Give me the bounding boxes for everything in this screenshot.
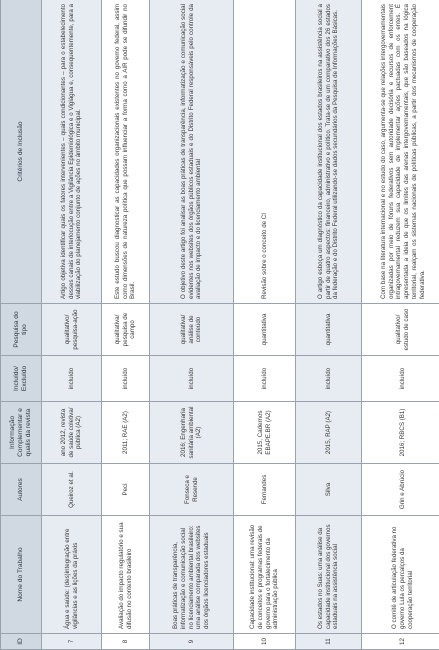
table-row — [42, 0, 102, 650]
cell-pesquisa: quantitativa — [234, 304, 296, 356]
cell-id: 8 — [102, 634, 150, 650]
cell-pesquisa: quantitativa — [296, 304, 362, 356]
header-id: ID — [1, 634, 42, 650]
header-autores: Autores — [1, 464, 42, 516]
cell-pesquisa: qualitativa/ análise de conteúdo — [150, 304, 234, 356]
cell-autores: Queiroz et al. — [42, 464, 102, 516]
cell-autores: Grin e Abrúcio — [362, 464, 439, 516]
cell-id: 7 — [42, 634, 102, 650]
table-row — [362, 0, 439, 650]
cell-pesquisa: qualitativa/ pesquisa de campo — [102, 304, 150, 356]
cell-criterios: O artigo esboça um diagnóstico da capacidade institucional dos estados brasileiros na assistência social a partir de quatro aspectos: financeiro, administrativo e político. Trata-se de um comparativo dos 26 estados da federação e do Distrito Federal utilizando-se dados secundários da Pesquisa de Informações Básicas. — [296, 0, 362, 304]
cell-autores: Fernandes — [234, 464, 296, 516]
cell-criterios: Com base na literatura internacional e no estudo do caso, argumenta-se que relações intergovernamentais organizadas por meio de fóruns federativos sem autoridade decisória e recursos de enforcement intragovernamental reduzem sua capacidade de implementar ações pactuadas com os entes. É apresentada a ideia de que os limites das arenas intergovernamentais, que são baseados na lógica territorial, realçam os sistemas nacionais de políticas públicas, a partir dos mecanismos de cooperação federativa. — [362, 0, 439, 304]
cell-criterios: Este estudo buscou diagnosticar as capacidades organizacionais existentes no governo federal, assim como dimensões de natureza política que possam influenciar a forma como a AIR pode se difundir no Brasil. — [102, 0, 150, 304]
cell-id: 11 — [296, 634, 362, 650]
header-nome: Nome do Trabalho — [1, 516, 42, 634]
cell-nome: Capacidade institucional: uma revisão de conceitos e programas federais de governo para o fortalecimento da administração pública — [234, 516, 296, 634]
cell-nome: Os estados no Suas: uma análise da capacidade institucional dos governos estaduais na assistência social — [296, 516, 362, 634]
cell-incluido: incluído — [42, 356, 102, 402]
cell-info: 2011; RAE (A2) — [102, 402, 150, 464]
cell-criterios: Artigo objetiva identificar quais os fatores intervenientes – quais condicionantes – para o estabelecimento desses canais de interlocução entre a Vigilância Epidemiológica e o Vigiágua e, consequentemente, para a viabilização do planejamento conjunto de ações no âmbito municipal. — [42, 0, 102, 304]
cell-incluido: incluído — [362, 356, 439, 402]
cell-incluido: incluído — [102, 356, 150, 402]
cell-pesquisa: qualitativo/ pesquisa-ação — [42, 304, 102, 356]
cell-criterios: Revisão sobre o conceito de CI — [234, 0, 296, 304]
table-row — [102, 0, 150, 650]
table-row — [296, 0, 362, 650]
cell-incluido: incluído — [150, 356, 234, 402]
cell-incluido: incluído — [234, 356, 296, 402]
cell-pesquisa: qualitativo/ estudo de caso — [362, 304, 439, 356]
table-row — [234, 0, 296, 650]
header-pesquisa: Pesquisa do tipo — [1, 304, 42, 356]
cell-nome: Boas práticas de transparência, informatização e comunicação social no licenciamento ambiental brasileiro: uma análise comparada dos websites dos órgãos licenciadores estaduais — [150, 516, 234, 634]
cell-id: 9 — [150, 634, 234, 650]
cell-nome: O comitê de articulação federativa no governo Lula os percalços da cooperação territorial — [362, 516, 439, 634]
cell-id: 10 — [234, 634, 296, 650]
cell-autores: Fonseca e Resende — [150, 464, 234, 516]
cell-info: ano 2012, revista de saúde coletiva/ pública (A2) — [42, 402, 102, 464]
cell-autores: Silva — [296, 464, 362, 516]
cell-id: 12 — [362, 634, 439, 650]
cell-criterios: O objetivo deste artigo foi analisar as boas práticas de transparência, informatização e comunicação social evidentes nos websites dos órgãos públicos estaduais e do Distrito Federal responsáveis pelo controle da avaliação de impacto e do licenciamento ambiental — [150, 0, 234, 304]
cell-nome: Água e saúde: (des)integração entre vigilâncias e as lições da práxis — [42, 516, 102, 634]
cell-incluido: incluído — [296, 356, 362, 402]
cell-info: 2016; Engenharia sanitária ambiental (A2) — [150, 402, 234, 464]
cell-autores: Peci — [102, 464, 150, 516]
header-info: Informação Complementar e qualis da revista — [1, 402, 42, 464]
cell-nome: Avaliação do impacto regulatório e sua difusão no contexto brasileiro — [102, 516, 150, 634]
table-row — [150, 0, 234, 650]
cell-info: 2016; RBCS (B1) — [362, 402, 439, 464]
header-criterios: Critérios de Inclusão — [1, 0, 42, 304]
header-incluido: Incluído/ Excluído — [1, 356, 42, 402]
table-header-row — [1, 0, 42, 650]
cell-info: 2015, RAP (A2) — [296, 402, 362, 464]
cell-info: 2015, Cadernos EBAPE.BR (A2) — [234, 402, 296, 464]
